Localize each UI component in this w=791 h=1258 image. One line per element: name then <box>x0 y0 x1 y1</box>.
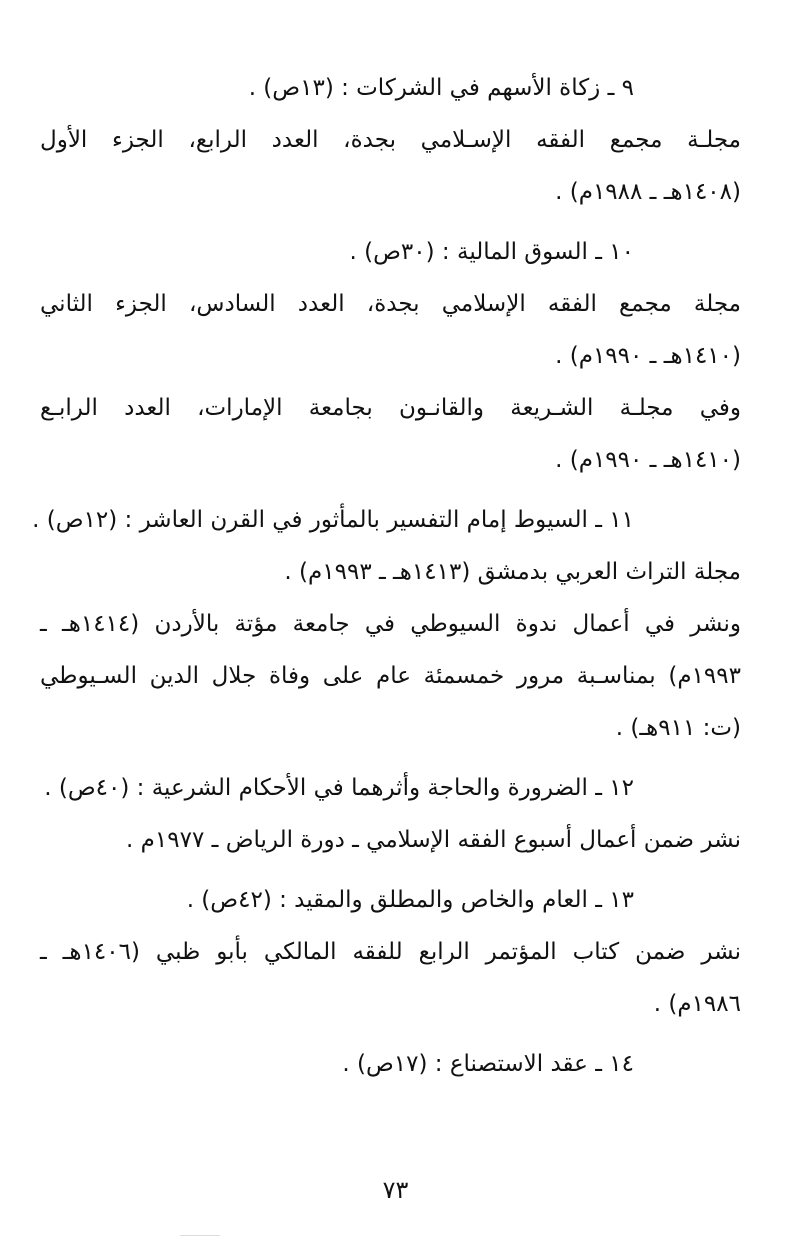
entry-detail-line: (ت: ٩١١هـ) . <box>615 715 741 741</box>
entry-detail-line: (١٤١٠هـ ـ ١٩٩٠م) . <box>555 447 741 473</box>
entry-title: ١٣ ـ العام والخاص والمطلق والمقيد : (٤٢ص) . <box>186 887 634 913</box>
entry-detail-line: مجلة مجمع الفقه الإسلامي بجدة، العدد السادس، الجزء الثاني <box>40 291 741 317</box>
entry-detail-line: (١٤٠٨هـ ـ ١٩٨٨م) . <box>555 179 741 205</box>
entry-detail-line: ١٩٨٦م) . <box>653 991 741 1017</box>
entry-detail-line: نشر ضمن كتاب المؤتمر الرابع للفقه المالكي بأبو ظبي (١٤٠٦هـ ـ <box>40 939 741 965</box>
entry-title: ٩ ـ زكاة الأسهم في الشركات : (١٣ص) . <box>248 75 634 101</box>
entry-title: ١٠ ـ السوق المالية : (٣٠ص) . <box>349 239 634 265</box>
entry-title: ١٤ ـ عقد الاستصناع : (١٧ص) . <box>342 1051 634 1077</box>
entry-detail-line: مجلة التراث العربي بدمشق (١٤١٣هـ ـ ١٩٩٣م) . <box>284 559 741 585</box>
entry-title: ١١ ـ السيوط إمام التفسير بالمأثور في القرن العاشر : (١٢ص) . <box>32 507 634 533</box>
entry-detail-line: (١٤١٠هـ ـ ١٩٩٠م) . <box>555 343 741 369</box>
entry-detail-line: مجلـة مجمع الفقه الإسـلامي بجدة، العدد الرابع، الجزء الأول <box>40 127 741 153</box>
scan-artifact <box>180 1235 220 1236</box>
page-number: ٧٣ <box>382 1176 409 1204</box>
entry-detail-line: ونشر في أعمال ندوة السيوطي في جامعة مؤتة بالأردن (١٤١٤هـ ـ <box>40 611 742 637</box>
entry-detail-line: وفي مجلـة الشـريعة والقانـون بجامعة الإمارات، العدد الرابـع <box>40 395 741 421</box>
bibliography-list <box>32 62 742 1090</box>
entry-title: ١٢ ـ الضرورة والحاجة وأثرهما في الأحكام الشرعية : (٤٠ص) . <box>44 775 634 801</box>
entry-detail-line: نشر ضمن أعمال أسبوع الفقه الإسلامي ـ دورة الرياض ـ ١٩٧٧م . <box>126 827 741 853</box>
entry-detail-line: ١٩٩٣م) بمناسـبة مرور خمسمئة عام على وفاة جلال الدين السـيوطي <box>40 663 741 689</box>
